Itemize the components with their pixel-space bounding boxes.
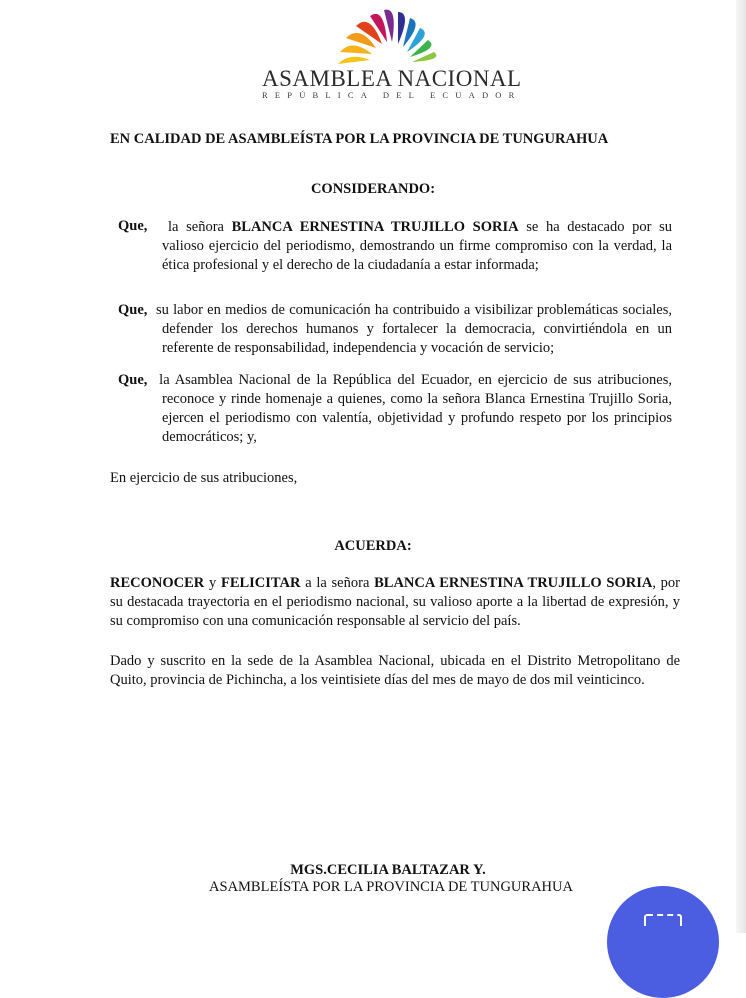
scan-icon — [644, 914, 682, 926]
acuerda-title: ACUERDA: — [334, 538, 412, 554]
acuerda-t1: y — [204, 575, 221, 591]
acuerda-name: BLANCA ERNESTINA TRUJILLO SORIA — [374, 575, 653, 591]
clause-1-pre: la señora — [168, 219, 232, 235]
acuerda-reconocer: RECONOCER — [110, 575, 205, 591]
clause-2-text: su labor en medios de comunicación ha contribuido a visibilizar problemáticas sociales, defender los derechos humanos y fortalecer la democracia, convirtiéndola en un referente de responsabilidad, independencia y vocación de servicio; — [155, 302, 672, 356]
clause-2-label: Que, — [118, 302, 148, 318]
clause-3-text: la Asamblea Nacional de la República del Ecuador, en ejercicio de sus atribuciones, reconoce y rinde homenaje a quienes, como la señora Blanca Ernestina Trujillo Soria, ejercen el periodismo con valentía, objetividad y profundo respeto por los principios democráticos; y, — [159, 372, 672, 445]
acuerda-t3: , por su destacada trayectoria en el periodismo nacional, su valioso aporte a la libertad de expresión, y su compromiso con una comunicación responsable al servicio del país. — [110, 575, 680, 629]
document-heading: EN CALIDAD DE ASAMBLEÍSTA POR LA PROVINCIA DE TUNGURAHUA — [110, 131, 609, 147]
clause-2 — [118, 301, 672, 358]
clause-3 — [118, 371, 672, 447]
dado-paragraph: Dado y suscrito en la sede de la Asamblea Nacional, ubicada en el Distrito Metropolitano de Quito, provincia de Pichincha, a los veintisiete días del mes de mayo de dos mil veinticinco. — [110, 653, 680, 688]
scan-button[interactable] — [607, 886, 719, 998]
acuerda-t2: a la señora — [300, 575, 375, 591]
en-ejercicio-text: En ejercicio de sus atribuciones, — [110, 470, 298, 486]
signature-name: MGS.CECILIA BALTAZAR Y. — [290, 862, 486, 878]
logo-subtitle: REPÚBLICA DEL ECUADOR — [262, 90, 522, 100]
clause-1-text — [162, 218, 672, 275]
signature-title: ASAMBLEÍSTA POR LA PROVINCIA DE TUNGURAHUA — [209, 879, 573, 895]
considerando-title: CONSIDERANDO: — [310, 181, 436, 197]
sun-rays-icon — [332, 6, 448, 68]
clause-3-label: Que, — [118, 372, 148, 388]
clause-1-label: Que, — [118, 218, 148, 234]
acuerda-paragraph — [110, 574, 680, 631]
logo-title: ASAMBLEA NACIONAL — [262, 66, 522, 91]
asamblea-logo — [262, 6, 522, 100]
page-edge-shadow — [736, 0, 746, 933]
clause-1-post: se ha destacado por su valioso ejercicio del periodismo, demostrando un firme compromiso con la verdad, la ética profesional y el derecho de la ciudadanía a estar informada; — [162, 219, 672, 273]
acuerda-felicitar: FELICITAR — [220, 575, 301, 591]
clause-1-bold-name: BLANCA ERNESTINA TRUJILLO SORIA — [231, 219, 519, 235]
